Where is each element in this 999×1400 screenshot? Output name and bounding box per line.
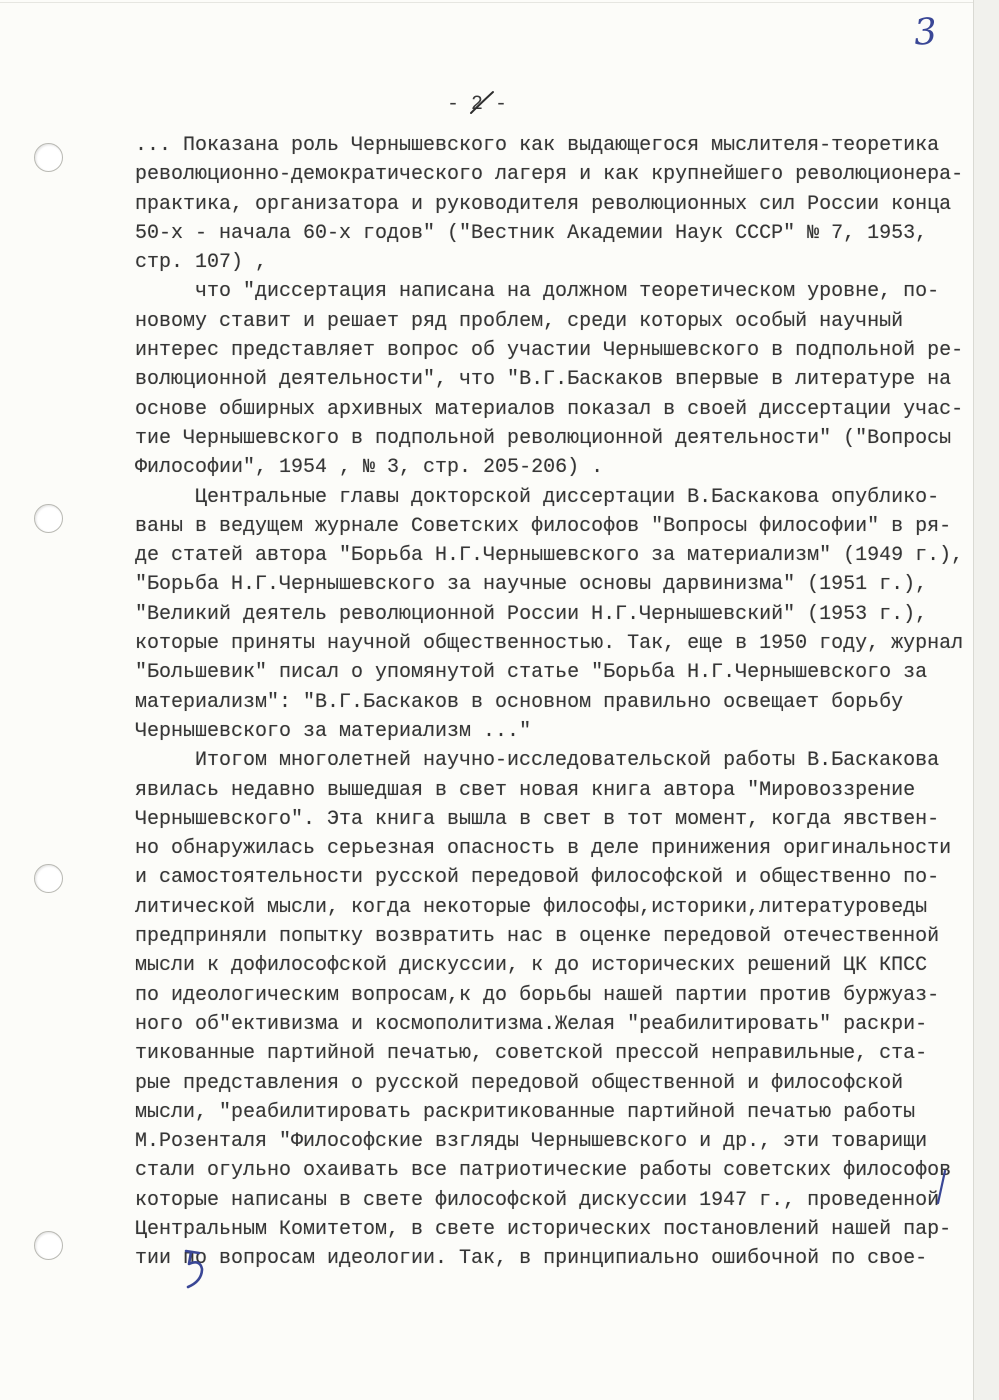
- text-line: что "диссертация написана на должном теоретическом уровне, по-: [195, 280, 940, 304]
- text-line: материализм": "В.Г.Баскаков в основном правильно освещает борьбу: [135, 690, 904, 714]
- text-line: которые приняты научной общественностью. Так, еще в 1950 году, журнал: [135, 632, 964, 656]
- text-line: мысли к дофилософской дискуссии, к до исторических решений ЦК КПСС: [135, 954, 928, 978]
- text-line: 50-х - начала 60-х годов" ("Вестник Академии Наук СССР" № 7, 1953,: [135, 221, 928, 245]
- text-line: явилась недавно вышедшая в свет новая книга автора "Мировоззрение: [135, 778, 916, 802]
- text-line: ного об"ективизма и космополитизма.Желая "реабилитировать" раскри-: [135, 1012, 928, 1036]
- paper-right-edge: [973, 0, 999, 1400]
- text-line: Философии", 1954 , № 3, стр. 205-206) .: [135, 456, 604, 480]
- text-line: практика, организатора и руководителя революционных сил России конца: [135, 192, 952, 216]
- text-line: Чернышевского". Эта книга вышла в свет в тот момент, когда явствен-: [135, 807, 940, 831]
- text-line: "Большевик" писал о упомянутой статье "Борьба Н.Г.Чернышевского за: [135, 661, 928, 685]
- paragraph: [135, 483, 975, 747]
- text-line: Центральные главы докторской диссертации В.Баскакова опублико-: [195, 485, 940, 509]
- text-line: литической мысли, когда некоторые философы,историки,литературоведы: [135, 895, 928, 919]
- text-line: стали огульно охаивать все патриотические работы советских философов: [135, 1159, 952, 1183]
- page-number: - 2 -: [447, 93, 508, 116]
- paper-top-edge: [0, 2, 973, 3]
- typewritten-body: [135, 131, 975, 1274]
- punch-hole: [34, 864, 63, 893]
- text-line: "Великий деятель революционной России Н.Г.Чернышевский" (1953 г.),: [135, 602, 928, 626]
- punch-hole: [34, 1231, 63, 1260]
- handwritten-sheet-number: 3: [912, 11, 939, 54]
- text-line: тикованные партийной печатью, советской прессой неправильные, ста-: [135, 1042, 928, 1066]
- punch-hole: [34, 143, 63, 172]
- text-line: "Борьба Н.Г.Чернышевского за научные основы дарвинизма" (1951 г.),: [135, 573, 928, 597]
- paragraph: [135, 277, 975, 482]
- text-line: тие Чернышевского в подпольной революционной деятельности" ("Вопросы: [135, 426, 952, 450]
- text-line: Итогом многолетней научно-исследовательской работы В.Баскакова: [195, 749, 940, 773]
- text-line: Центральным Комитетом, в свете исторических постановлений нашей пар-: [135, 1217, 952, 1241]
- text-line: и самостоятельности русской передовой философской и общественно по-: [135, 866, 940, 890]
- text-line: революционно-демократического лагеря и как крупнейшего революционера-: [135, 163, 964, 187]
- text-line: основе обширных архивных материалов показал в своей диссертации учас-: [135, 397, 964, 421]
- paragraph: [135, 746, 975, 1273]
- text-line: стр. 107) ,: [135, 251, 268, 275]
- text-line: ... Показана роль Чернышевского как выдающегося мыслителя-теоретика: [135, 134, 940, 157]
- punch-hole: [34, 504, 63, 533]
- text-line: Чернышевского за материализм ...": [135, 719, 532, 743]
- text-line: которые написаны в свете философской дискуссии 1947 г., проведенной: [135, 1188, 940, 1212]
- text-line: ваны в ведущем журнале Советских философов "Вопросы философии" в ря-: [135, 514, 952, 538]
- text-line: волюционной деятельности", что "В.Г.Баскаков впервые в литературе на: [135, 368, 952, 392]
- text-line: рые представления о русской передовой общественной и философской: [135, 1071, 904, 1095]
- text-line: предприняли попытку возвратить нас в оценке передовой отечественной: [135, 925, 940, 949]
- text-line: тии по вопросам идеологии. Так, в принципиально ошибочной по свое-: [135, 1247, 928, 1271]
- text-line: новому ставит и решает ряд проблем, среди которых особый научный: [135, 309, 904, 333]
- text-line: де статей автора "Борьба Н.Г.Чернышевского за материализм" (1949 г.),: [135, 544, 964, 568]
- text-line: по идеологическим вопросам,к до борьбы нашей партии против буржуаз-: [135, 983, 940, 1007]
- paragraph: [135, 131, 975, 277]
- text-line: мысли, "реабилитировать раскритикованные партийной печатью работы: [135, 1100, 916, 1124]
- text-line: М.Розенталя "Философские взгляды Чернышевского и др., эти товарищи: [135, 1130, 928, 1154]
- text-line: но обнаружилась серьезная опасность в деле принижения оригинальности: [135, 837, 952, 861]
- text-line: интерес представляет вопрос об участии Чернышевского в подпольной ре-: [135, 339, 964, 363]
